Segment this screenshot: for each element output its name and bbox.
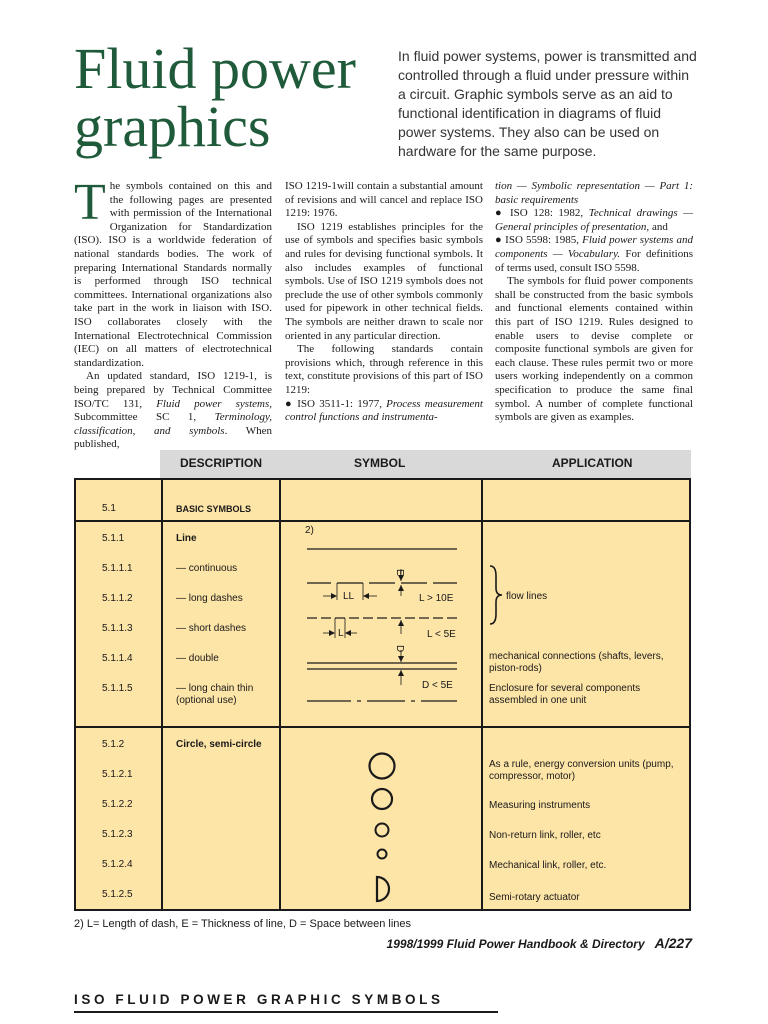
row-description: — long dashes xyxy=(176,593,243,604)
row-application: mechanical connections (shafts, levers, piston-rods) xyxy=(489,651,664,674)
row-description: — short dashes xyxy=(176,623,247,634)
row-description: Circle, semi-circle xyxy=(176,739,262,750)
body-column-2 xyxy=(285,180,483,425)
col2-bullet-1: ● ISO 3511-1: 1977, Process measurement control functions and instrumenta- xyxy=(285,397,483,424)
col1-paragraph-2: An updated standard, ISO 1219-1, is being prepared by Technical Committee ISO/TC 131, Fluid power systems, Subcommittee SC 1, Terminology, classification, and symbols. When published, xyxy=(74,370,272,451)
row-application: Mechanical link, roller, etc. xyxy=(489,860,607,871)
semi-circle-icon xyxy=(377,877,389,901)
row-application: Measuring instruments xyxy=(489,800,591,811)
arrowhead xyxy=(398,585,404,591)
table-header xyxy=(160,450,691,478)
arrowhead xyxy=(331,593,337,599)
row-number: 5.1.2.3 xyxy=(102,829,133,840)
row-application: Enclosure for several components assembled in one unit xyxy=(489,683,641,706)
drop-cap: T xyxy=(74,174,106,231)
circle-medium-icon xyxy=(372,789,392,809)
row-number: 5.1.1.2 xyxy=(102,593,133,604)
section-title: ISO FLUID POWER GRAPHIC SYMBOLS xyxy=(74,992,444,1007)
arrowhead xyxy=(398,670,404,676)
title-line-2: graphics xyxy=(74,94,271,159)
col1-paragraph-1: he symbols contained on this and the following pages are presented with permission of the International Organization for Standardization (ISO). ISO is a worldwide federation of national standards bodies. The work of preparing International Standards normally is performed through ISO technical committees. International organizations also take part in the work in liaison with ISO. ISO collaborates closely with the International Electrotechnical Commission (IEC) on all matters of electrotechnical standardization. xyxy=(74,180,272,369)
col3-bullet-1-cont: tion — Symbolic representation — Part 1: basic requirements xyxy=(495,180,693,206)
row-application: Non-return link, roller, etc xyxy=(489,830,601,841)
arrowhead xyxy=(363,593,369,599)
label-e: E xyxy=(394,569,405,576)
column-divider xyxy=(161,480,163,909)
column-divider xyxy=(481,480,483,909)
label-l: L xyxy=(338,628,344,639)
row-application: As a rule, energy conversion units (pump, compressor, motor) xyxy=(489,759,674,782)
header-symbol: SYMBOL xyxy=(354,456,406,470)
header-application: APPLICATION xyxy=(552,456,633,470)
col3-bullet-2: ● ISO 128: 1982, Technical drawings — General principles of presentation, and xyxy=(495,207,693,233)
arrowhead xyxy=(345,630,351,636)
row-number: 5.1.1.3 xyxy=(102,623,133,634)
intro-paragraph: In fluid power systems, power is transmitted and controlled through a fluid under pressure within a circuit. Graphic symbols serve as an aid to functional identification in diagrams of fluid power systems. They also can be used on hardware for the same purpose. xyxy=(398,48,697,159)
row-number: 5.1.2.2 xyxy=(102,799,133,810)
col2-paragraph-1: ISO 1219-1will contain a substantial amount of revisions and will cancel and replace ISO 1219: 1976. xyxy=(285,180,483,220)
row-number: 5.1.2.5 xyxy=(102,889,133,900)
row-application: flow lines xyxy=(506,591,548,602)
col2-paragraph-3: The following standards contain provisions which, through reference in this text, constitute provisions of this part of ISO 1219: xyxy=(285,343,483,396)
row-description: — continuous xyxy=(176,563,238,574)
row-description: BASIC SYMBOLS xyxy=(176,504,252,514)
page-title xyxy=(74,36,394,159)
row-number: 5.1.2 xyxy=(102,739,125,750)
row-number: 5.1.2.4 xyxy=(102,859,133,870)
section-rule xyxy=(74,1011,498,1013)
row-number: 5.1 xyxy=(102,503,116,514)
note-marker: 2) xyxy=(305,525,314,536)
row-description: — double xyxy=(176,653,219,664)
label-l-gt: L > 10E xyxy=(419,593,454,604)
row-number: 5.1.1 xyxy=(102,533,125,544)
body-column-3 xyxy=(495,180,693,425)
symbol-drawings xyxy=(281,480,481,910)
header-description: DESCRIPTION xyxy=(180,456,263,470)
publication-name: 1998/1999 Fluid Power Handbook & Directory xyxy=(386,937,645,951)
label-ll: LL xyxy=(343,591,355,602)
row-number: 5.1.1.1 xyxy=(102,563,133,574)
page-number: A/227 xyxy=(654,935,692,951)
page-footer xyxy=(320,935,692,951)
col3-paragraph-2: The symbols for fluid power components shall be constructed from the basic symbols and functional elements contained within this part of ISO 1219. Rules designed to enable users to devise complete or composite functional symbols are given for each clause. These rules permit two or more users working independently on a common specification to produce the same final symbol. A number of complete functional symbols are given as examples. xyxy=(495,275,693,424)
arrowhead xyxy=(398,656,404,662)
row-description: Line xyxy=(176,533,197,544)
circle-tiny-icon xyxy=(378,850,387,859)
table-footnote: 2) L= Length of dash, E = Thickness of line, D = Space between lines xyxy=(74,918,412,930)
circle-large-icon xyxy=(370,754,395,779)
arrowhead xyxy=(398,575,404,581)
arrowhead xyxy=(329,630,335,636)
circle-small-icon xyxy=(376,824,389,837)
row-number: 5.1.1.5 xyxy=(102,683,133,694)
arrowhead xyxy=(398,620,404,626)
col2-paragraph-2: ISO 1219 establishes principles for the use of symbols and specifies basic symbols and rules for devising functional symbols. It also includes examples of functional symbols. Use of ISO 1219 symbols does not preclude the use of other symbols commonly used for pipework in other technical fields. The symbols are neither drawn to scale nor oriented in any particular direction. xyxy=(285,220,483,342)
symbols-table xyxy=(74,478,691,911)
label-l-lt: L < 5E xyxy=(427,629,456,640)
label-d: D xyxy=(394,645,405,653)
row-application: Semi-rotary actuator xyxy=(489,892,580,903)
brace-icon xyxy=(486,564,506,626)
body-column-1 xyxy=(74,174,272,452)
label-d-lt: D < 5E xyxy=(422,680,453,691)
row-description: — long chain thin (optional use) xyxy=(176,683,254,706)
row-number: 5.1.1.4 xyxy=(102,653,133,664)
col3-bullet-3: ● ISO 5598: 1985, Fluid power systems and components — Vocabulary. For definitions of terms used, consult ISO 5598. xyxy=(495,234,693,274)
row-number: 5.1.2.1 xyxy=(102,769,133,780)
title-line-1: Fluid power xyxy=(74,36,356,101)
